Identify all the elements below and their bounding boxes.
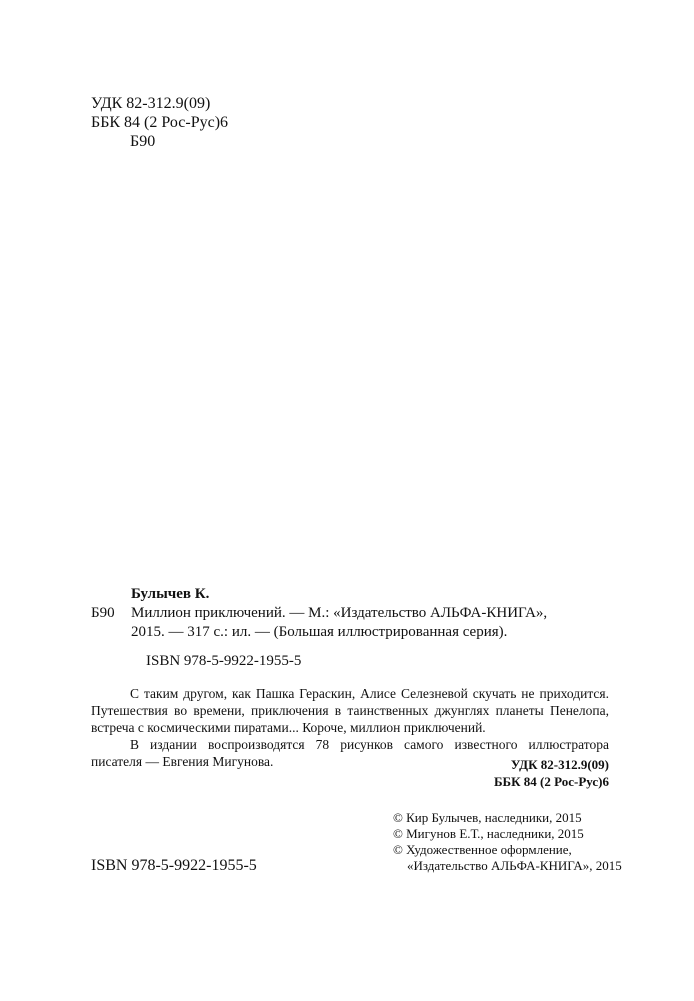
- copyright-line-2: © Мигунов Е.Т., наследники, 2015: [393, 826, 584, 841]
- bibliography-isbn: ISBN 978-5-9922-1955-5: [146, 653, 302, 669]
- copyright-line-3: © Художественное оформление,: [393, 842, 572, 857]
- bibliography-line-2: 2015. — 317 с.: ил. — (Большая иллюстрированная серия).: [131, 624, 508, 640]
- classification-udk: УДК 82-312.9(09): [510, 757, 609, 772]
- header-bbk: ББК 84 (2 Рос-Рус)6: [91, 114, 229, 131]
- header-udk: УДК 82-312.9(09): [91, 95, 211, 112]
- copyright-line-4: «Издательство АЛЬФА-КНИГА», 2015: [407, 858, 622, 873]
- header-code: Б90: [130, 133, 156, 150]
- author-name: Булычев К.: [131, 586, 210, 602]
- bibliography-line-1: Миллион приключений. — М.: «Издательство АЛЬФА-КНИГА»,: [131, 605, 548, 621]
- annotation-paragraph-1: С таким другом, как Пашка Гераскин, Алисе Селезневой скучать не приходится. Путешествия во времени, приключения в таинственных джунглях планеты Пенелопа, встреча с космическими пиратами... Короче, миллион приключений.: [91, 686, 609, 735]
- footer-isbn: ISBN 978-5-9922-1955-5: [91, 857, 257, 874]
- bibliography-code: Б90: [91, 605, 115, 621]
- classification-bbk: ББК 84 (2 Рос-Рус)6: [493, 774, 609, 789]
- copyright-line-1: © Кир Булычев, наследники, 2015: [393, 810, 582, 825]
- copyright-block: [393, 810, 622, 874]
- annotation-paragraph-2: В издании воспроизводятся 78 рисунков самого известного иллюстратора писателя — Евгения Мигунова.: [91, 737, 609, 769]
